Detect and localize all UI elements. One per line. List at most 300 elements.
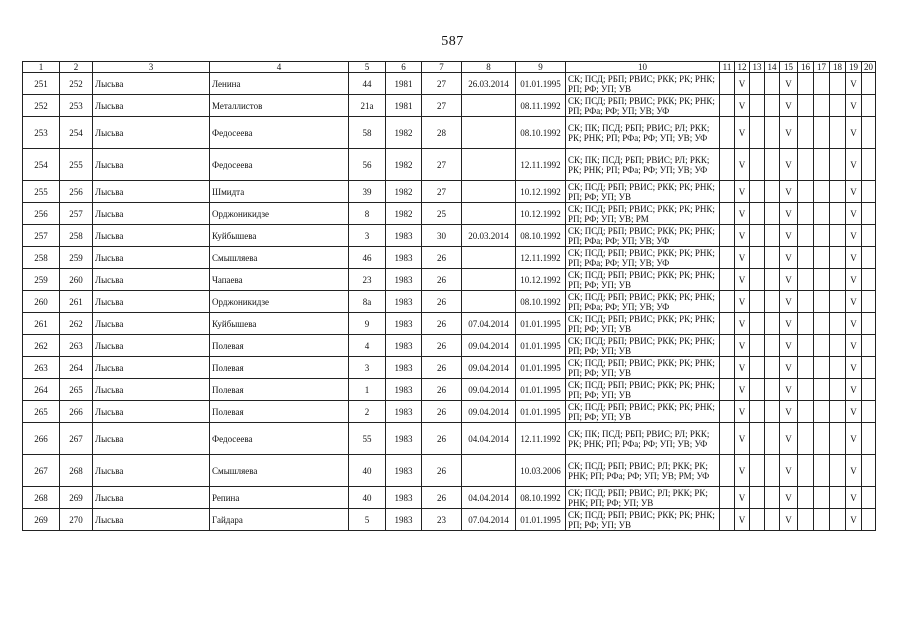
cell-col-17 bbox=[814, 181, 830, 203]
cell-col-9: 01.01.1995 bbox=[516, 357, 566, 379]
cell-col-10: СК; ПСД; РБП; РВИС; РКК; РК; РНК; РП; РФа; РФ; УП; УВ; УФ bbox=[566, 95, 720, 117]
cell-col-19: V bbox=[846, 95, 862, 117]
cell-col-15: V bbox=[780, 379, 798, 401]
cell-col-20 bbox=[862, 335, 876, 357]
cell-col-9: 08.10.1992 bbox=[516, 291, 566, 313]
cell-col-10: СК; ПСД; РБП; РВИС; РКК; РК; РНК; РП; РФ; УП; УВ bbox=[566, 313, 720, 335]
cell-col-8 bbox=[462, 291, 516, 313]
cell-col-10: СК; ПСД; РБП; РВИС; РКК; РК; РНК; РП; РФ; УП; УВ bbox=[566, 509, 720, 531]
cell-col-18 bbox=[830, 181, 846, 203]
cell-col-5: 9 bbox=[349, 313, 386, 335]
cell-col-8 bbox=[462, 247, 516, 269]
cell-col-13 bbox=[750, 487, 765, 509]
cell-col-19: V bbox=[846, 401, 862, 423]
cell-col-14 bbox=[765, 379, 780, 401]
cell-col-13 bbox=[750, 203, 765, 225]
cell-col-14 bbox=[765, 269, 780, 291]
cell-col-4: Федосеева bbox=[210, 423, 349, 455]
cell-col-14 bbox=[765, 73, 780, 95]
cell-col-19: V bbox=[846, 117, 862, 149]
column-header-4: 4 bbox=[210, 62, 349, 73]
cell-col-15: V bbox=[780, 73, 798, 95]
cell-col-17 bbox=[814, 423, 830, 455]
cell-col-17 bbox=[814, 455, 830, 487]
cell-col-4: Куйбышева bbox=[210, 313, 349, 335]
cell-col-16 bbox=[798, 73, 814, 95]
cell-col-5: 1 bbox=[349, 379, 386, 401]
cell-col-20 bbox=[862, 379, 876, 401]
cell-col-19: V bbox=[846, 313, 862, 335]
cell-col-3: Лысьва bbox=[93, 335, 210, 357]
cell-col-7: 27 bbox=[422, 73, 462, 95]
table-row bbox=[23, 401, 876, 423]
cell-col-9: 01.01.1995 bbox=[516, 401, 566, 423]
cell-col-15: V bbox=[780, 313, 798, 335]
cell-col-2: 264 bbox=[60, 357, 93, 379]
cell-col-2: 257 bbox=[60, 203, 93, 225]
column-header-9: 9 bbox=[516, 62, 566, 73]
cell-col-13 bbox=[750, 181, 765, 203]
cell-col-3: Лысьва bbox=[93, 357, 210, 379]
cell-col-10: СК; ПСД; РБП; РВИС; РКК; РК; РНК; РП; РФ; УП; УВ; РМ bbox=[566, 203, 720, 225]
cell-col-4: Шмидта bbox=[210, 181, 349, 203]
cell-col-20 bbox=[862, 487, 876, 509]
cell-col-12: V bbox=[735, 73, 750, 95]
cell-col-5: 4 bbox=[349, 335, 386, 357]
cell-col-19: V bbox=[846, 73, 862, 95]
cell-col-20 bbox=[862, 117, 876, 149]
column-header-6: 6 bbox=[386, 62, 422, 73]
cell-col-10: СК; ПСД; РБП; РВИС; РКК; РК; РНК; РП; РФ; УП; УВ bbox=[566, 73, 720, 95]
cell-col-5: 3 bbox=[349, 225, 386, 247]
cell-col-17 bbox=[814, 487, 830, 509]
cell-col-7: 26 bbox=[422, 455, 462, 487]
cell-col-16 bbox=[798, 423, 814, 455]
cell-col-20 bbox=[862, 73, 876, 95]
cell-col-12: V bbox=[735, 313, 750, 335]
cell-col-1: 260 bbox=[23, 291, 60, 313]
cell-col-8: 20.03.2014 bbox=[462, 225, 516, 247]
cell-col-12: V bbox=[735, 335, 750, 357]
cell-col-1: 264 bbox=[23, 379, 60, 401]
cell-col-15: V bbox=[780, 95, 798, 117]
cell-col-1: 266 bbox=[23, 423, 60, 455]
cell-col-3: Лысьва bbox=[93, 247, 210, 269]
cell-col-6: 1983 bbox=[386, 269, 422, 291]
cell-col-17 bbox=[814, 225, 830, 247]
cell-col-6: 1983 bbox=[386, 225, 422, 247]
cell-col-17 bbox=[814, 269, 830, 291]
cell-col-14 bbox=[765, 291, 780, 313]
cell-col-10: СК; ПСД; РБП; РВИС; РКК; РК; РНК; РП; РФ; УП; УВ bbox=[566, 269, 720, 291]
cell-col-5: 56 bbox=[349, 149, 386, 181]
cell-col-1: 262 bbox=[23, 335, 60, 357]
cell-col-18 bbox=[830, 117, 846, 149]
cell-col-6: 1983 bbox=[386, 401, 422, 423]
cell-col-16 bbox=[798, 95, 814, 117]
cell-col-18 bbox=[830, 149, 846, 181]
cell-col-15: V bbox=[780, 247, 798, 269]
cell-col-8: 09.04.2014 bbox=[462, 357, 516, 379]
cell-col-16 bbox=[798, 357, 814, 379]
cell-col-20 bbox=[862, 313, 876, 335]
cell-col-8 bbox=[462, 269, 516, 291]
cell-col-7: 26 bbox=[422, 487, 462, 509]
cell-col-11 bbox=[720, 401, 735, 423]
cell-col-9: 08.10.1992 bbox=[516, 225, 566, 247]
cell-col-6: 1983 bbox=[386, 379, 422, 401]
cell-col-4: Гайдара bbox=[210, 509, 349, 531]
cell-col-1: 255 bbox=[23, 181, 60, 203]
cell-col-18 bbox=[830, 203, 846, 225]
cell-col-17 bbox=[814, 335, 830, 357]
cell-col-4: Федосеева bbox=[210, 117, 349, 149]
cell-col-2: 262 bbox=[60, 313, 93, 335]
cell-col-15: V bbox=[780, 291, 798, 313]
cell-col-10: СК; ПСД; РБП; РВИС; РКК; РК; РНК; РП; РФа; РФ; УП; УВ; УФ bbox=[566, 247, 720, 269]
cell-col-9: 01.01.1995 bbox=[516, 335, 566, 357]
cell-col-8: 09.04.2014 bbox=[462, 401, 516, 423]
cell-col-10: СК; ПСД; РБП; РВИС; РКК; РК; РНК; РП; РФ; УП; УВ bbox=[566, 357, 720, 379]
cell-col-14 bbox=[765, 203, 780, 225]
cell-col-11 bbox=[720, 225, 735, 247]
cell-col-5: 5 bbox=[349, 509, 386, 531]
cell-col-10: СК; ПСД; РБП; РВИС; РКК; РК; РНК; РП; РФ; УП; УВ bbox=[566, 335, 720, 357]
cell-col-19: V bbox=[846, 291, 862, 313]
cell-col-3: Лысьва bbox=[93, 95, 210, 117]
cell-col-11 bbox=[720, 247, 735, 269]
cell-col-2: 267 bbox=[60, 423, 93, 455]
cell-col-1: 267 bbox=[23, 455, 60, 487]
cell-col-15: V bbox=[780, 357, 798, 379]
cell-col-9: 10.12.1992 bbox=[516, 181, 566, 203]
cell-col-3: Лысьва bbox=[93, 487, 210, 509]
cell-col-16 bbox=[798, 203, 814, 225]
cell-col-13 bbox=[750, 423, 765, 455]
column-header-8: 8 bbox=[462, 62, 516, 73]
cell-col-15: V bbox=[780, 423, 798, 455]
cell-col-9: 08.10.1992 bbox=[516, 117, 566, 149]
cell-col-11 bbox=[720, 509, 735, 531]
cell-col-16 bbox=[798, 269, 814, 291]
table-row bbox=[23, 455, 876, 487]
cell-col-11 bbox=[720, 423, 735, 455]
cell-col-19: V bbox=[846, 509, 862, 531]
register-table bbox=[22, 61, 876, 531]
cell-col-13 bbox=[750, 291, 765, 313]
cell-col-2: 256 bbox=[60, 181, 93, 203]
column-header-13: 13 bbox=[750, 62, 765, 73]
column-header-2: 2 bbox=[60, 62, 93, 73]
table-row bbox=[23, 313, 876, 335]
cell-col-17 bbox=[814, 291, 830, 313]
cell-col-7: 26 bbox=[422, 401, 462, 423]
cell-col-13 bbox=[750, 379, 765, 401]
cell-col-14 bbox=[765, 95, 780, 117]
cell-col-7: 26 bbox=[422, 247, 462, 269]
cell-col-12: V bbox=[735, 117, 750, 149]
cell-col-20 bbox=[862, 291, 876, 313]
column-header-20: 20 bbox=[862, 62, 876, 73]
column-header-19: 19 bbox=[846, 62, 862, 73]
cell-col-2: 266 bbox=[60, 401, 93, 423]
cell-col-18 bbox=[830, 73, 846, 95]
cell-col-7: 27 bbox=[422, 149, 462, 181]
cell-col-7: 28 bbox=[422, 117, 462, 149]
cell-col-7: 26 bbox=[422, 423, 462, 455]
cell-col-12: V bbox=[735, 95, 750, 117]
cell-col-3: Лысьва bbox=[93, 401, 210, 423]
column-header-14: 14 bbox=[765, 62, 780, 73]
cell-col-12: V bbox=[735, 291, 750, 313]
cell-col-14 bbox=[765, 149, 780, 181]
cell-col-12: V bbox=[735, 357, 750, 379]
cell-col-16 bbox=[798, 149, 814, 181]
cell-col-11 bbox=[720, 269, 735, 291]
cell-col-12: V bbox=[735, 181, 750, 203]
cell-col-17 bbox=[814, 203, 830, 225]
cell-col-4: Смышляева bbox=[210, 455, 349, 487]
cell-col-7: 25 bbox=[422, 203, 462, 225]
cell-col-7: 26 bbox=[422, 269, 462, 291]
cell-col-15: V bbox=[780, 509, 798, 531]
cell-col-18 bbox=[830, 291, 846, 313]
cell-col-20 bbox=[862, 357, 876, 379]
table-row bbox=[23, 509, 876, 531]
cell-col-5: 8 bbox=[349, 203, 386, 225]
cell-col-15: V bbox=[780, 225, 798, 247]
cell-col-18 bbox=[830, 379, 846, 401]
cell-col-2: 253 bbox=[60, 95, 93, 117]
cell-col-9: 10.03.2006 bbox=[516, 455, 566, 487]
table-row bbox=[23, 203, 876, 225]
cell-col-12: V bbox=[735, 509, 750, 531]
cell-col-5: 8а bbox=[349, 291, 386, 313]
cell-col-3: Лысьва bbox=[93, 181, 210, 203]
column-header-10: 10 bbox=[566, 62, 720, 73]
cell-col-7: 27 bbox=[422, 95, 462, 117]
cell-col-3: Лысьва bbox=[93, 203, 210, 225]
table-row bbox=[23, 117, 876, 149]
column-header-15: 15 bbox=[780, 62, 798, 73]
cell-col-12: V bbox=[735, 455, 750, 487]
cell-col-1: 258 bbox=[23, 247, 60, 269]
column-header-11: 11 bbox=[720, 62, 735, 73]
cell-col-2: 263 bbox=[60, 335, 93, 357]
cell-col-2: 260 bbox=[60, 269, 93, 291]
cell-col-19: V bbox=[846, 423, 862, 455]
cell-col-5: 55 bbox=[349, 423, 386, 455]
cell-col-20 bbox=[862, 181, 876, 203]
cell-col-1: 257 bbox=[23, 225, 60, 247]
cell-col-14 bbox=[765, 509, 780, 531]
cell-col-17 bbox=[814, 401, 830, 423]
cell-col-7: 23 bbox=[422, 509, 462, 531]
cell-col-13 bbox=[750, 455, 765, 487]
column-header-5: 5 bbox=[349, 62, 386, 73]
cell-col-13 bbox=[750, 313, 765, 335]
cell-col-3: Лысьва bbox=[93, 313, 210, 335]
cell-col-2: 252 bbox=[60, 73, 93, 95]
cell-col-19: V bbox=[846, 455, 862, 487]
cell-col-12: V bbox=[735, 149, 750, 181]
cell-col-4: Куйбышева bbox=[210, 225, 349, 247]
cell-col-8 bbox=[462, 149, 516, 181]
cell-col-15: V bbox=[780, 401, 798, 423]
cell-col-13 bbox=[750, 509, 765, 531]
cell-col-3: Лысьва bbox=[93, 73, 210, 95]
cell-col-20 bbox=[862, 149, 876, 181]
cell-col-8: 04.04.2014 bbox=[462, 487, 516, 509]
cell-col-18 bbox=[830, 313, 846, 335]
cell-col-16 bbox=[798, 247, 814, 269]
cell-col-4: Металлистов bbox=[210, 95, 349, 117]
cell-col-12: V bbox=[735, 225, 750, 247]
cell-col-18 bbox=[830, 401, 846, 423]
cell-col-1: 268 bbox=[23, 487, 60, 509]
page-number: 587 bbox=[441, 34, 464, 49]
cell-col-18 bbox=[830, 335, 846, 357]
cell-col-7: 27 bbox=[422, 181, 462, 203]
cell-col-14 bbox=[765, 225, 780, 247]
cell-col-2: 265 bbox=[60, 379, 93, 401]
cell-col-16 bbox=[798, 225, 814, 247]
cell-col-10: СК; ПСД; РБП; РВИС; РКК; РК; РНК; РП; РФ; УП; УВ bbox=[566, 401, 720, 423]
cell-col-20 bbox=[862, 509, 876, 531]
cell-col-11 bbox=[720, 73, 735, 95]
cell-col-6: 1982 bbox=[386, 117, 422, 149]
cell-col-14 bbox=[765, 455, 780, 487]
cell-col-9: 01.01.1995 bbox=[516, 313, 566, 335]
table-row bbox=[23, 335, 876, 357]
cell-col-9: 10.12.1992 bbox=[516, 269, 566, 291]
cell-col-2: 270 bbox=[60, 509, 93, 531]
cell-col-14 bbox=[765, 357, 780, 379]
cell-col-12: V bbox=[735, 487, 750, 509]
cell-col-17 bbox=[814, 313, 830, 335]
cell-col-7: 26 bbox=[422, 313, 462, 335]
table-row bbox=[23, 291, 876, 313]
cell-col-15: V bbox=[780, 117, 798, 149]
cell-col-11 bbox=[720, 117, 735, 149]
cell-col-11 bbox=[720, 149, 735, 181]
cell-col-8 bbox=[462, 181, 516, 203]
cell-col-15: V bbox=[780, 455, 798, 487]
cell-col-10: СК; ПСД; РБП; РВИС; РКК; РК; РНК; РП; РФа; РФ; УП; УВ; УФ bbox=[566, 291, 720, 313]
cell-col-14 bbox=[765, 117, 780, 149]
column-header-18: 18 bbox=[830, 62, 846, 73]
cell-col-10: СК; ПСД; РБП; РВИС; РЛ; РКК; РК; РНК; РП; РФа; РФ; УП; УВ; РМ; УФ bbox=[566, 455, 720, 487]
cell-col-9: 12.11.1992 bbox=[516, 149, 566, 181]
cell-col-3: Лысьва bbox=[93, 269, 210, 291]
cell-col-2: 261 bbox=[60, 291, 93, 313]
cell-col-19: V bbox=[846, 335, 862, 357]
cell-col-18 bbox=[830, 269, 846, 291]
cell-col-9: 08.10.1992 bbox=[516, 487, 566, 509]
cell-col-18 bbox=[830, 487, 846, 509]
cell-col-13 bbox=[750, 225, 765, 247]
cell-col-6: 1981 bbox=[386, 95, 422, 117]
cell-col-18 bbox=[830, 247, 846, 269]
cell-col-10: СК; ПСД; РБП; РВИС; РКК; РК; РНК; РП; РФа; РФ; УП; УВ; УФ bbox=[566, 225, 720, 247]
cell-col-15: V bbox=[780, 269, 798, 291]
cell-col-4: Репина bbox=[210, 487, 349, 509]
cell-col-10: СК; ПСД; РБП; РВИС; РКК; РК; РНК; РП; РФ; УП; УВ bbox=[566, 181, 720, 203]
cell-col-19: V bbox=[846, 247, 862, 269]
column-header-17: 17 bbox=[814, 62, 830, 73]
table-row bbox=[23, 247, 876, 269]
cell-col-5: 58 bbox=[349, 117, 386, 149]
cell-col-4: Полевая bbox=[210, 357, 349, 379]
cell-col-10: СК; ПСД; РБП; РВИС; РКК; РК; РНК; РП; РФ; УП; УВ bbox=[566, 379, 720, 401]
cell-col-5: 39 bbox=[349, 181, 386, 203]
table-row bbox=[23, 487, 876, 509]
cell-col-4: Орджоникидзе bbox=[210, 291, 349, 313]
cell-col-9: 01.01.1995 bbox=[516, 73, 566, 95]
cell-col-16 bbox=[798, 181, 814, 203]
cell-col-11 bbox=[720, 291, 735, 313]
cell-col-5: 40 bbox=[349, 455, 386, 487]
cell-col-20 bbox=[862, 95, 876, 117]
cell-col-4: Чапаева bbox=[210, 269, 349, 291]
cell-col-3: Лысьва bbox=[93, 291, 210, 313]
cell-col-16 bbox=[798, 509, 814, 531]
cell-col-4: Федосеева bbox=[210, 149, 349, 181]
cell-col-16 bbox=[798, 379, 814, 401]
cell-col-19: V bbox=[846, 487, 862, 509]
cell-col-12: V bbox=[735, 247, 750, 269]
cell-col-18 bbox=[830, 509, 846, 531]
cell-col-6: 1983 bbox=[386, 291, 422, 313]
cell-col-18 bbox=[830, 225, 846, 247]
cell-col-3: Лысьва bbox=[93, 379, 210, 401]
cell-col-1: 251 bbox=[23, 73, 60, 95]
column-header-1: 1 bbox=[23, 62, 60, 73]
cell-col-11 bbox=[720, 95, 735, 117]
cell-col-1: 253 bbox=[23, 117, 60, 149]
cell-col-5: 46 bbox=[349, 247, 386, 269]
cell-col-13 bbox=[750, 401, 765, 423]
cell-col-8: 09.04.2014 bbox=[462, 335, 516, 357]
table-row bbox=[23, 423, 876, 455]
cell-col-18 bbox=[830, 357, 846, 379]
cell-col-3: Лысьва bbox=[93, 225, 210, 247]
cell-col-3: Лысьва bbox=[93, 149, 210, 181]
cell-col-17 bbox=[814, 379, 830, 401]
cell-col-10: СК; ПК; ПСД; РБП; РВИС; РЛ; РКК; РК; РНК; РП; РФа; РФ; УП; УВ; УФ bbox=[566, 149, 720, 181]
cell-col-18 bbox=[830, 95, 846, 117]
cell-col-15: V bbox=[780, 149, 798, 181]
cell-col-14 bbox=[765, 313, 780, 335]
cell-col-8: 07.04.2014 bbox=[462, 313, 516, 335]
cell-col-16 bbox=[798, 487, 814, 509]
cell-col-10: СК; ПК; ПСД; РБП; РВИС; РЛ; РКК; РК; РНК; РП; РФа; РФ; УП; УВ; УФ bbox=[566, 117, 720, 149]
cell-col-6: 1983 bbox=[386, 455, 422, 487]
cell-col-12: V bbox=[735, 203, 750, 225]
cell-col-1: 261 bbox=[23, 313, 60, 335]
cell-col-8: 09.04.2014 bbox=[462, 379, 516, 401]
cell-col-1: 252 bbox=[23, 95, 60, 117]
cell-col-14 bbox=[765, 181, 780, 203]
cell-col-7: 30 bbox=[422, 225, 462, 247]
cell-col-4: Смышляева bbox=[210, 247, 349, 269]
cell-col-14 bbox=[765, 487, 780, 509]
cell-col-9: 08.11.1992 bbox=[516, 95, 566, 117]
cell-col-4: Полевая bbox=[210, 379, 349, 401]
cell-col-16 bbox=[798, 291, 814, 313]
cell-col-18 bbox=[830, 455, 846, 487]
cell-col-11 bbox=[720, 335, 735, 357]
